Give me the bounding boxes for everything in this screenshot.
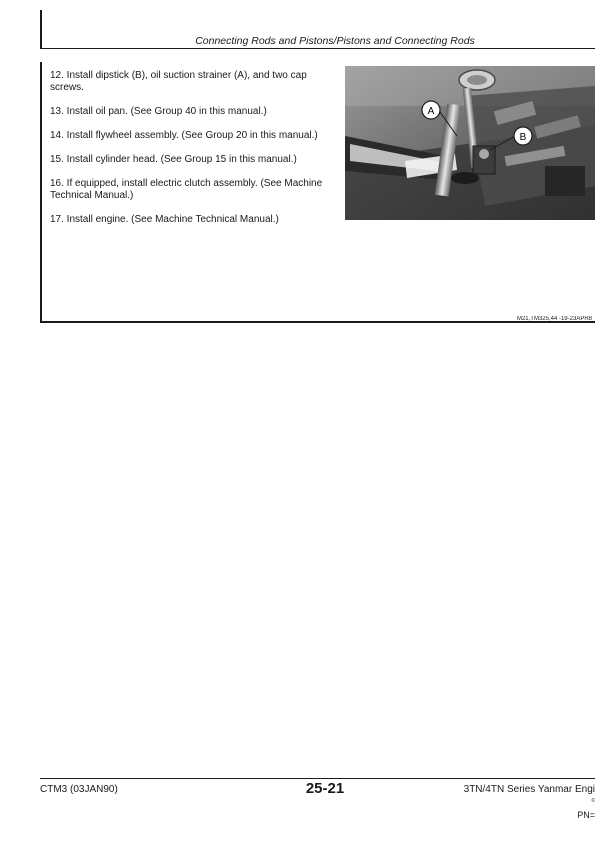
- footer-document-id: CTM3 (03JAN90): [40, 784, 118, 795]
- step-17: 17. Install engine. (See Machine Technical Manual.): [50, 214, 279, 225]
- footer-page-number: 25-21: [305, 780, 345, 797]
- engine-photo: [345, 66, 595, 220]
- step-12: 12. Install dipstick (B), oil suction strainer (A), and two cap screws.: [50, 70, 307, 93]
- footer-divider: [40, 778, 595, 779]
- step-16: 16. If equipped, install electric clutch assembly. (See Machine Technical Manual.): [50, 178, 323, 201]
- callout-b-label: B: [519, 132, 527, 143]
- footer-copyright-mark: ©: [591, 798, 595, 804]
- step-13: 13. Install oil pan. (See Group 40 in this manual.): [50, 106, 267, 117]
- callout-a-label: A: [427, 106, 435, 117]
- step-15: 15. Install cylinder head. (See Group 15 in this manual.): [50, 154, 297, 165]
- figure-reference: M21,TM325,44 -19-23APR8: [516, 316, 592, 322]
- section-header-title: Connecting Rods and Pistons/Pistons and Connecting Rods: [195, 35, 475, 47]
- engine-photo-illustration: [345, 66, 595, 220]
- callout-a: [422, 101, 440, 119]
- header-left-rule: [40, 10, 42, 48]
- footer-manual-title: 3TN/4TN Series Yanmar Engi: [463, 784, 595, 795]
- instruction-steps: [50, 70, 330, 238]
- footer-part-number: PN=: [577, 810, 595, 820]
- callout-b: [514, 127, 532, 145]
- step-14: 14. Install flywheel assembly. (See Group 20 in this manual.): [50, 130, 318, 141]
- header-divider: [40, 48, 595, 49]
